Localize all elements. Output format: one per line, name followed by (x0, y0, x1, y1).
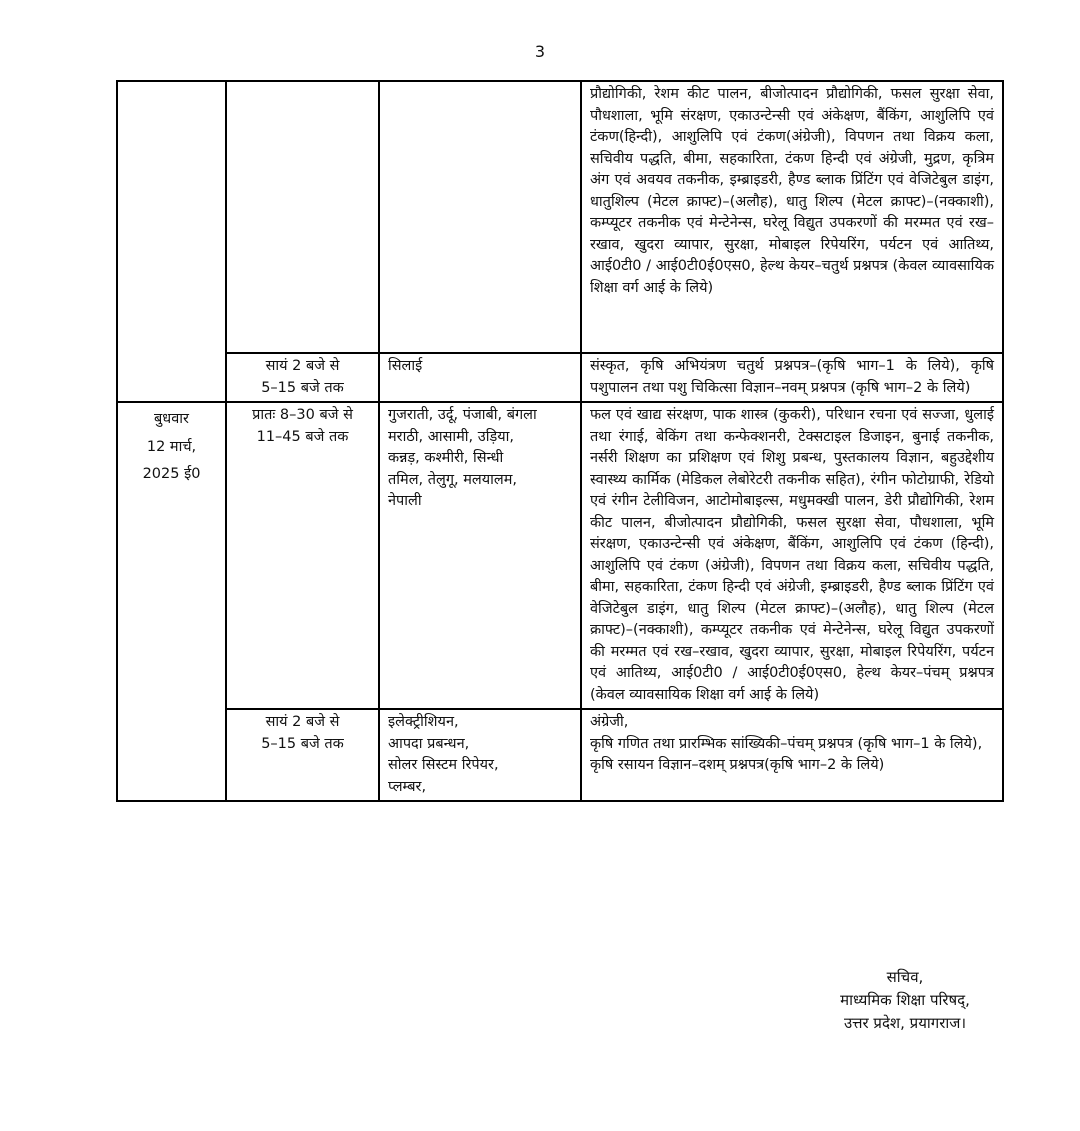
page-number: 3 (534, 42, 546, 61)
subjects-cell (379, 81, 581, 353)
signature-block (780, 966, 1030, 1035)
table-row (117, 81, 1003, 353)
time-line: 5–15 बजे तक (261, 379, 344, 396)
subject-line: आपदा प्रबन्धन, (388, 735, 470, 752)
table-row (117, 709, 1003, 801)
subject-line: नेपाली (388, 493, 422, 509)
signature-title: सचिव, (886, 968, 924, 986)
detail-cell: संस्कृत, कृषि अभियंत्रण चतुर्थ प्रश्नपत्र–(कृषि भाग–1 के लिये), कृषि पशुपालन तथा पशु चिकित्सा विज्ञान–नवम् प्रश्नपत्र (कृषि भाग–2 के लिये) (581, 353, 1003, 402)
time-cell (226, 81, 379, 353)
time-line: 11–45 बजे तक (256, 428, 349, 445)
time-line: 5–15 बजे तक (261, 735, 344, 752)
time-cell (226, 709, 379, 801)
day-line: 2025 ई0 (142, 466, 201, 482)
day-cell (117, 402, 226, 709)
signature-location: उत्तर प्रदेश, प्रयागराज। (843, 1014, 967, 1032)
signature-office: माध्यमिक शिक्षा परिषद्, (840, 991, 970, 1009)
table-row (117, 402, 1003, 709)
time-cell (226, 402, 379, 709)
subject-line: गुजराती, उर्दू, पंजाबी, बंगला (388, 407, 537, 423)
day-cell (117, 353, 226, 402)
detail-line: कृषि रसायन विज्ञान–दशम् प्रश्नपत्र(कृषि भाग–2 के लिये) (590, 757, 885, 773)
subject-line: सोलर सिस्टम रिपेयर, (388, 757, 499, 773)
detail-cell (581, 709, 1003, 801)
subject-line: प्लम्बर, (388, 778, 427, 795)
exam-schedule-table (116, 80, 1004, 802)
subjects-cell (379, 353, 581, 402)
time-cell (226, 353, 379, 402)
time-line: सायं 2 बजे से (265, 358, 340, 374)
detail-cell: प्रौद्योगिकी, रेशम कीट पालन, बीजोत्पादन प्रौद्योगिकी, फसल सुरक्षा सेवा, पौधशाला, भूमि संरक्षण, एकाउन्टेन्सी एवं अंकेक्षण, बैंकिंग, आशुलिपि एवं टंकण(हिन्दी), आशुलिपि एवं टंकण(अंग्रेजी), विपणन तथा विक्रय कला, सचिवीय पद्धति, बीमा, सहकारिता, टंकण हिन्दी एवं अंग्रेजी, मुद्रण, कृत्रिम अंग एवं अवयव तकनीक, इम्ब्राइडरी, हैण्ड ब्लाक प्रिंटिंग एवं वेजिटेबुल डाइंग, धातुशिल्प (मेटल क्राफ्ट)–(अलौह), धातु शिल्प (मेटल क्राफ्ट)–(नक्काशी), कम्प्यूटर तकनीक एवं मेन्टेनेन्स, घरेलू विद्युत उपकरणों की मरम्मत एवं रख–रखाव, खुदरा व्यापार, सुरक्षा, मोबाइल रिपेयरिंग, पर्यटन एवं आतिथ्य, आई0टी0 / आई0टी0ई0एस0, हेल्थ केयर–चतुर्थ प्रश्नपत्र (केवल व्यावसायिक शिक्षा वर्ग आई के लिये) (581, 81, 1003, 353)
detail-line: अंग्रेजी, (590, 714, 629, 730)
time-line: प्रातः 8–30 बजे से (252, 407, 353, 423)
table-row (117, 353, 1003, 402)
day-line: 12 मार्च, (146, 438, 197, 455)
detail-cell: फल एवं खाद्य संरक्षण, पाक शास्त्र (कुकरी), परिधान रचना एवं सज्जा, धुलाई तथा रंगाई, बेकिंग तथा कन्फेक्शनरी, टेक्सटाइल डिजाइन, बुनाई तकनीक, नर्सरी शिक्षण का प्रशिक्षण एवं शिशु प्रबन्ध, पुस्तकालय विज्ञान, बहुउद्देशीय स्वास्थ्य कार्मिक (मेडिकल लेबोरेटरी तकनीक सहित), रंगीन फोटोग्राफी, रेडियो एवं रंगीन टेलीविजन, आटोमोबाइल्स, मधुमक्खी पालन, डेरी प्रौद्योगिकी, रेशम कीट पालन, बीजोत्पादन प्रौद्योगिकी, फसल सुरक्षा सेवा, पौधशाला, भूमि संरक्षण, एकाउन्टेन्सी एवं अंकेक्षण, बैंकिंग, आशुलिपि एवं टंकण (हिन्दी), आशुलिपि एवं टंकण (अंग्रेजी), विपणन तथा विक्रय कला, सचिवीय पद्धति, बीमा, सहकारिता, टंकण हिन्दी एवं अंग्रेजी, इम्ब्राइडरी, हैण्ड ब्लाक प्रिंटिंग एवं वेजिटेबुल डाइंग, धातु शिल्प (मेटल क्राफ्ट)–(अलौह), धातु शिल्प (मेटल क्राफ्ट)–(नक्काशी), कम्प्यूटर तकनीक एवं मेन्टेनेन्स, घरेलू विद्युत उपकरणों की मरम्मत एवं रख–रखाव, खुदरा व्यापार, सुरक्षा, मोबाइल रिपेयरिंग, पर्यटन एवं आतिथ्य, आई0टी0 / आई0टी0ई0एस0, हेल्थ केयर–पंचम् प्रश्नपत्र (केवल व्यावसायिक शिक्षा वर्ग आई के लिये) (581, 402, 1003, 709)
subjects-cell (379, 709, 581, 801)
detail-line: कृषि गणित तथा प्रारम्भिक सांख्यिकी–पंचम् प्रश्नपत्र (कृषि भाग–1 के लिये), (590, 735, 983, 752)
subject-line: तमिल, तेलुगू, मलयालम, (388, 471, 517, 488)
subject-line: कन्नड़, कश्मीरी, सिन्धी (388, 450, 504, 466)
subject-line: इलेक्ट्रीशियन, (388, 714, 459, 730)
day-line: बुधवार (154, 411, 189, 427)
subject-line: सिलाई (388, 358, 423, 374)
day-cell (117, 81, 226, 353)
subjects-cell (379, 402, 581, 709)
subject-line: मराठी, आसामी, उड़िया, (388, 428, 515, 445)
day-cell (117, 709, 226, 801)
time-line: सायं 2 बजे से (265, 714, 340, 730)
